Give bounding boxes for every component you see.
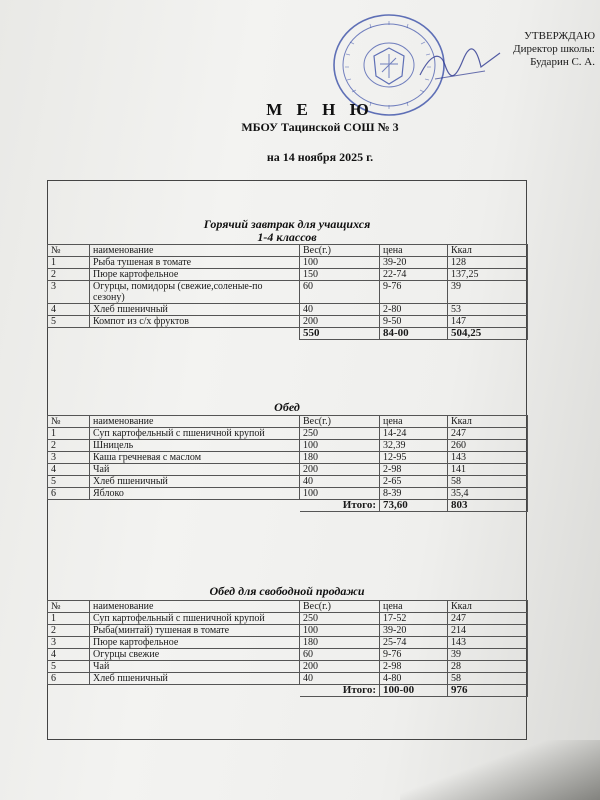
cell: Компот из с/х фруктов	[90, 316, 300, 328]
table-row	[48, 661, 528, 673]
school-name: МБОУ Тацинской СОШ № 3	[241, 120, 399, 134]
cell: 100	[300, 625, 380, 637]
table-row	[48, 428, 528, 440]
header-cell: Ккал	[448, 245, 528, 257]
cell: 6	[48, 673, 90, 685]
cell: 40	[300, 673, 380, 685]
cell: 53	[448, 304, 528, 316]
header-cell: Вес(г.)	[300, 416, 380, 428]
breakfast-title-line: 1-4 классов	[257, 230, 317, 244]
table-row	[48, 316, 528, 328]
cell: 2-65	[380, 476, 448, 488]
free-sale-title: Обед для свободной продажи	[209, 584, 365, 598]
cell: Рыба(минтай) тушеная в томате	[90, 625, 300, 637]
table-row	[48, 452, 528, 464]
empty-cell	[48, 500, 90, 512]
empty-cell	[90, 328, 300, 340]
cell: 4	[48, 464, 90, 476]
cell: 3	[48, 637, 90, 649]
menu-title: М Е Н Ю	[266, 100, 374, 119]
table-row	[48, 304, 528, 316]
cell: Огурцы свежие	[90, 649, 300, 661]
cell: 2	[48, 440, 90, 452]
approval-line: Бударин С. А.	[530, 56, 595, 68]
cell: Суп картофельный с пшеничной крупой	[90, 613, 300, 625]
header-cell: №	[48, 245, 90, 257]
cell: 200	[300, 316, 380, 328]
page-shadow	[400, 740, 600, 800]
table-row	[48, 673, 528, 685]
breakfast-title	[47, 218, 527, 244]
cell: Каша гречневая с маслом	[90, 452, 300, 464]
table-row	[48, 649, 528, 661]
cell: 2-98	[380, 464, 448, 476]
cell: 5	[48, 476, 90, 488]
cell: 4	[48, 304, 90, 316]
cell: 39-20	[380, 257, 448, 269]
cell: 4-80	[380, 673, 448, 685]
table-row	[48, 440, 528, 452]
cell: Чай	[90, 661, 300, 673]
cell: 4	[48, 649, 90, 661]
header-cell: цена	[380, 601, 448, 613]
cell: 40	[300, 476, 380, 488]
cell: Яблоко	[90, 488, 300, 500]
total-row	[48, 685, 528, 697]
table-row	[48, 269, 528, 281]
total-label: Итого:	[300, 685, 380, 697]
cell: 100	[300, 257, 380, 269]
table-row	[48, 637, 528, 649]
cell: 200	[300, 464, 380, 476]
cell: 58	[448, 673, 528, 685]
cell: 180	[300, 452, 380, 464]
cell: 180	[300, 637, 380, 649]
cell: 200	[300, 661, 380, 673]
approval-block	[455, 30, 595, 69]
cell: 5	[48, 661, 90, 673]
cell: 8-39	[380, 488, 448, 500]
table-row	[48, 613, 528, 625]
cell: Рыба тушеная в томате	[90, 257, 300, 269]
cell: 40	[300, 304, 380, 316]
cell: 28	[448, 661, 528, 673]
cell: 247	[448, 613, 528, 625]
table-row	[48, 625, 528, 637]
header-cell: Ккал	[448, 601, 528, 613]
total-weight: 550	[300, 328, 380, 340]
cell: 247	[448, 428, 528, 440]
breakfast-title-line: Горячий завтрак для учащихся	[203, 217, 371, 231]
total-price: 84-00	[380, 328, 448, 340]
table-row	[48, 257, 528, 269]
empty-cell	[48, 328, 90, 340]
cell: 147	[448, 316, 528, 328]
cell: 260	[448, 440, 528, 452]
header-cell: цена	[380, 245, 448, 257]
cell: 1	[48, 257, 90, 269]
table-row	[48, 488, 528, 500]
cell: 250	[300, 428, 380, 440]
lunch-table	[47, 415, 528, 512]
cell: Суп картофельный с пшеничной крупой	[90, 428, 300, 440]
cell: 3	[48, 452, 90, 464]
cell: 60	[300, 281, 380, 304]
cell: Огурцы, помидоры (свежие,соленые-по сезону)	[90, 281, 300, 304]
cell: 143	[448, 452, 528, 464]
lunch-title: Обед	[274, 400, 300, 414]
cell: 22-74	[380, 269, 448, 281]
free-sale-table	[47, 600, 528, 697]
total-price: 73,60	[380, 500, 448, 512]
header-cell: наименование	[90, 245, 300, 257]
empty-cell	[48, 685, 90, 697]
header-cell: цена	[380, 416, 448, 428]
total-kcal: 803	[448, 500, 528, 512]
table-row	[48, 476, 528, 488]
header-cell: №	[48, 601, 90, 613]
cell: Пюре картофельное	[90, 637, 300, 649]
total-price: 100-00	[380, 685, 448, 697]
cell: 12-95	[380, 452, 448, 464]
cell: 250	[300, 613, 380, 625]
approval-line: УТВЕРЖДАЮ	[524, 30, 595, 42]
cell: 2	[48, 625, 90, 637]
cell: 25-74	[380, 637, 448, 649]
cell: 5	[48, 316, 90, 328]
cell: 1	[48, 428, 90, 440]
total-row	[48, 328, 528, 340]
header-cell: наименование	[90, 416, 300, 428]
cell: 2-98	[380, 661, 448, 673]
total-kcal: 976	[448, 685, 528, 697]
header-cell: №	[48, 416, 90, 428]
cell: 128	[448, 257, 528, 269]
cell: 39-20	[380, 625, 448, 637]
header-cell: наименование	[90, 601, 300, 613]
cell: Хлеб пшеничный	[90, 476, 300, 488]
breakfast-table	[47, 244, 528, 340]
cell: 9-76	[380, 649, 448, 661]
total-kcal: 504,25	[448, 328, 528, 340]
cell: Хлеб пшеничный	[90, 304, 300, 316]
table-header-row	[48, 416, 528, 428]
total-label: Итого:	[300, 500, 380, 512]
cell: Чай	[90, 464, 300, 476]
approval-line: Директор школы:	[513, 43, 595, 55]
empty-cell	[90, 685, 300, 697]
header-cell: Вес(г.)	[300, 601, 380, 613]
cell: 137,25	[448, 269, 528, 281]
cell: 39	[448, 649, 528, 661]
header-cell: Вес(г.)	[300, 245, 380, 257]
cell: 3	[48, 281, 90, 304]
cell: 143	[448, 637, 528, 649]
cell: 2-80	[380, 304, 448, 316]
table-row	[48, 281, 528, 304]
cell: 141	[448, 464, 528, 476]
cell: 100	[300, 440, 380, 452]
cell: 6	[48, 488, 90, 500]
cell: 100	[300, 488, 380, 500]
cell: Шницель	[90, 440, 300, 452]
cell: 17-52	[380, 613, 448, 625]
cell: 39	[448, 281, 528, 304]
cell: Пюре картофельное	[90, 269, 300, 281]
table-header-row	[48, 601, 528, 613]
cell: 60	[300, 649, 380, 661]
menu-date: на 14 ноября 2025 г.	[266, 150, 374, 164]
cell: 9-76	[380, 281, 448, 304]
cell: 58	[448, 476, 528, 488]
cell: 35,4	[448, 488, 528, 500]
table-header-row	[48, 245, 528, 257]
cell: 214	[448, 625, 528, 637]
cell: 32,39	[380, 440, 448, 452]
cell: 14-24	[380, 428, 448, 440]
table-row	[48, 464, 528, 476]
total-row	[48, 500, 528, 512]
cell: 9-50	[380, 316, 448, 328]
cell: 150	[300, 269, 380, 281]
cell: 2	[48, 269, 90, 281]
empty-cell	[90, 500, 300, 512]
header-cell: Ккал	[448, 416, 528, 428]
cell: 1	[48, 613, 90, 625]
cell: Хлеб пшеничный	[90, 673, 300, 685]
